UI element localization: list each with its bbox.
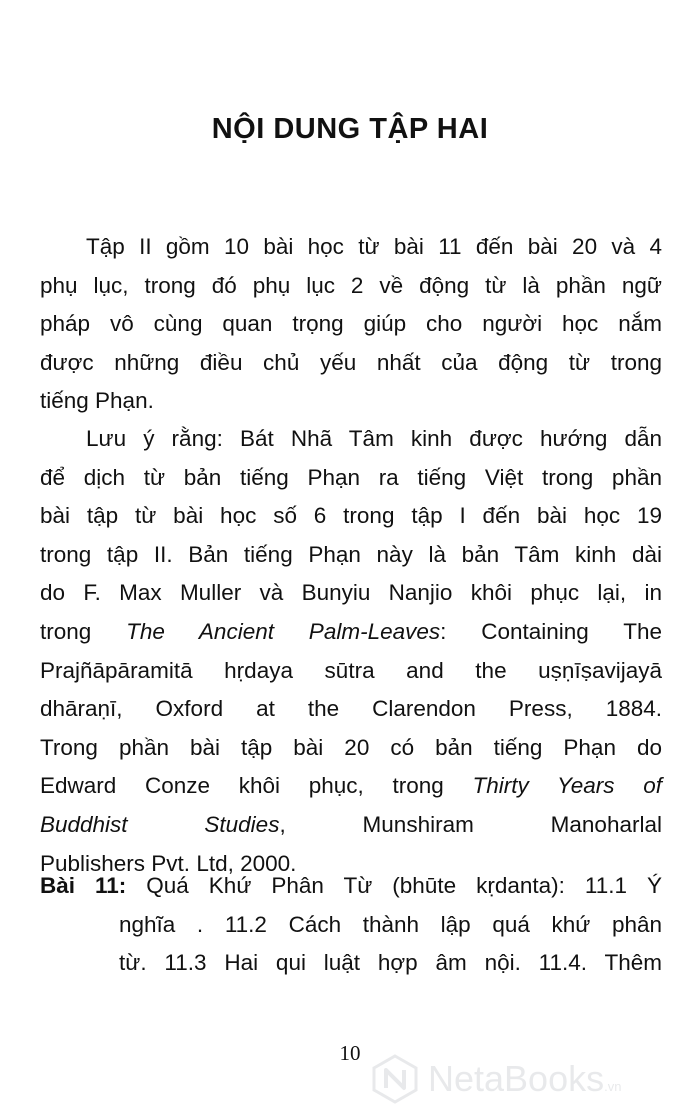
text-segment: Edward Conze khôi phục, trong (40, 773, 473, 799)
paragraph-volume-summary (40, 228, 662, 421)
text-line: trong tập II. Bản tiếng Phạn này là bản Tâm kinh dài (40, 541, 662, 567)
text-line (40, 806, 662, 845)
text-line: Tập II gồm 10 bài học từ bài 11 đến bài 20 và 4 (86, 234, 662, 259)
text-segment: Quá Khứ Phân Từ (bhūte kṛdanta): 11.1 Ý (146, 873, 662, 898)
text-line: từ. 11.3 Hai qui luật hợp âm nội. 11.4. Thêm (119, 950, 662, 976)
text-line: tiếng Phạn. (40, 388, 154, 414)
page-number: 10 (339, 1041, 361, 1065)
text-line: Lưu ý rằng: Bát Nhã Tâm kinh được hướng dẫn (86, 426, 662, 451)
text-line: phụ lục, trong đó phụ lục 2 về động từ là phần ngữ (40, 272, 662, 298)
text-line: Prajñāpāramitā hṛdaya sūtra and the uṣṇīṣavijayā (40, 657, 662, 683)
lesson-label: Bài 11: (40, 873, 127, 898)
text-line: nghĩa . 11.2 Cách thành lập quá khứ phân (119, 911, 662, 937)
text-segment: trong (40, 618, 127, 644)
text-segment: , Munshiram Manoharlal (279, 811, 662, 837)
text-line: để dịch từ bản tiếng Phạn ra tiếng Việt trong phần (40, 464, 662, 490)
text-segment: : Containing The (440, 618, 663, 644)
book-title-italic: Buddhist Studies (40, 811, 280, 837)
page-title: NỘI DUNG TẬP HAI (211, 113, 489, 145)
book-title-italic: Thirty Years of (472, 773, 663, 799)
text-line: pháp vô cùng quan trọng giúp cho người học nắm (40, 311, 662, 337)
watermark-brand: NetaBooks (428, 1058, 605, 1099)
text-line: bài tập từ bài học số 6 trong tập I đến bài học 19 (40, 503, 662, 529)
lesson-11-entry (40, 867, 662, 983)
text-line: Trong phần bài tập bài 20 có bản tiếng Phạn do (40, 734, 662, 760)
text-line (40, 767, 662, 806)
text-line: do F. Max Muller và Bunyiu Nanjio khôi phục lại, in (40, 580, 662, 606)
text-line: được những điều chủ yếu nhất của động từ trong (40, 349, 662, 375)
paragraph-note (40, 420, 662, 883)
book-title-italic: The Ancient Palm-Leaves (126, 618, 441, 644)
text-line (40, 613, 662, 652)
text-line: Publishers Pvt. Ltd, 2000. (40, 850, 297, 876)
text-line (40, 867, 662, 906)
watermark-suffix: .vn (604, 1079, 622, 1094)
text-line: dhāraṇī, Oxford at the Clarendon Press, 1884. (40, 696, 662, 722)
